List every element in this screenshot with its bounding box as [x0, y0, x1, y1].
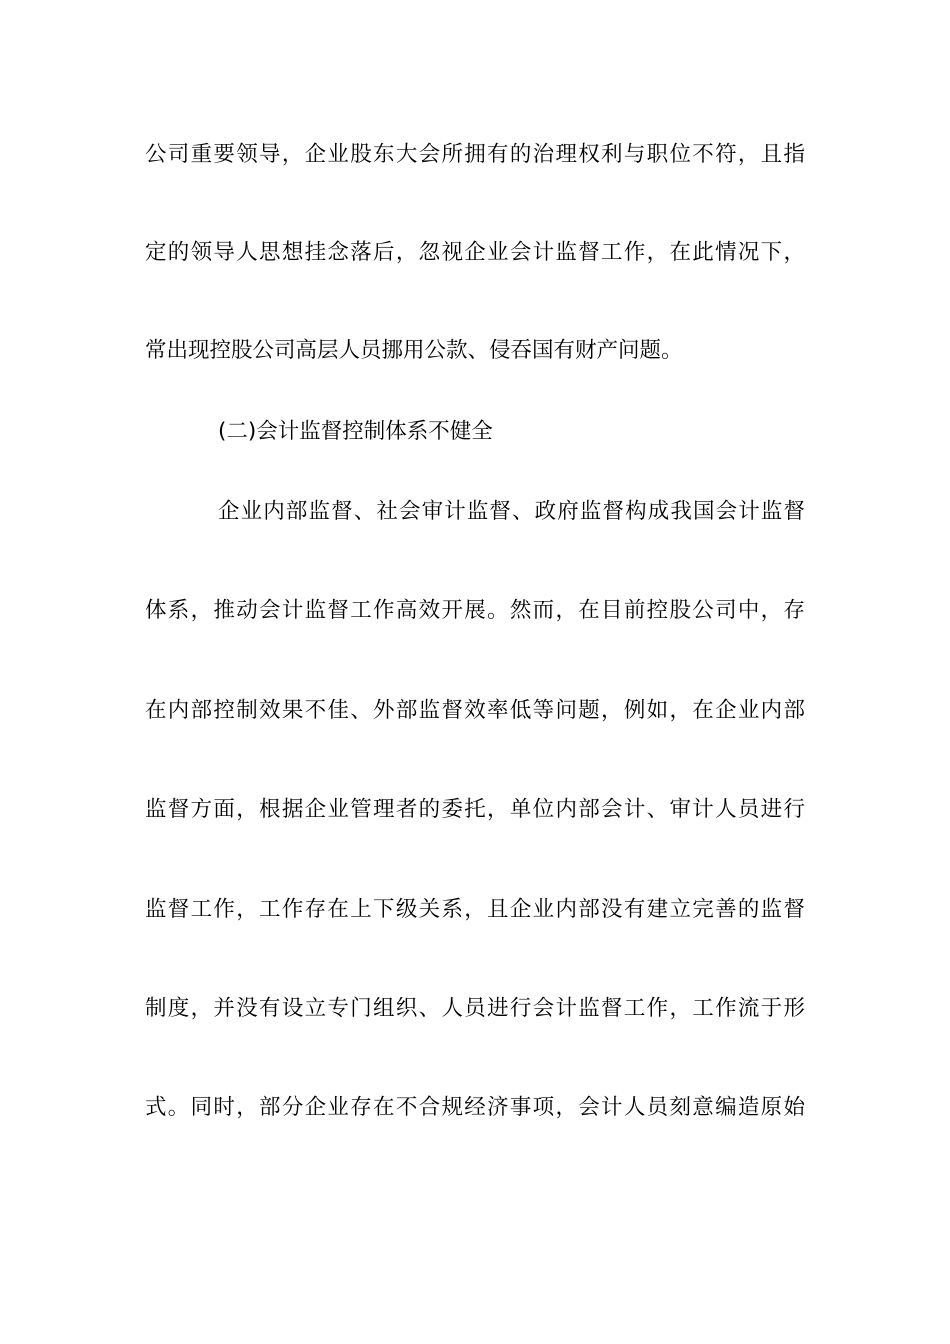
- paragraph-line: 常出现控股公司高层人员挪用公款、侵吞国有财产问题。: [145, 338, 683, 363]
- section-heading: (二)会计监督控制体系不健全: [218, 419, 493, 444]
- paragraph-line: 在内部控制效果不佳、外部监督效率低等问题，例如，在企业内部: [145, 698, 805, 723]
- paragraph-line: 式。同时，部分企业存在不合规经济事项，会计人员刻意编造原始: [145, 1095, 805, 1120]
- paragraph-line: 公司重要领导，企业股东大会所拥有的治理权利与职位不符，且指: [145, 142, 805, 167]
- paragraph-line: 企业内部监督、社会审计监督、政府监督构成我国会计监督: [218, 499, 805, 524]
- paragraph-line: 定的领导人思想挂念落后，忽视企业会计监督工作，在此情况下，: [145, 240, 805, 265]
- paragraph-line: 监督方面，根据企业管理者的委托，单位内部会计、审计人员进行: [145, 797, 805, 822]
- paragraph-line: 监督工作，工作存在上下级关系，且企业内部没有建立完善的监督: [145, 897, 805, 922]
- paragraph-line: 制度，并没有设立专门组织、人员进行会计监督工作，工作流于形: [145, 996, 805, 1021]
- paragraph-line: 体系，推动会计监督工作高效开展。然而，在目前控股公司中，存: [145, 598, 805, 623]
